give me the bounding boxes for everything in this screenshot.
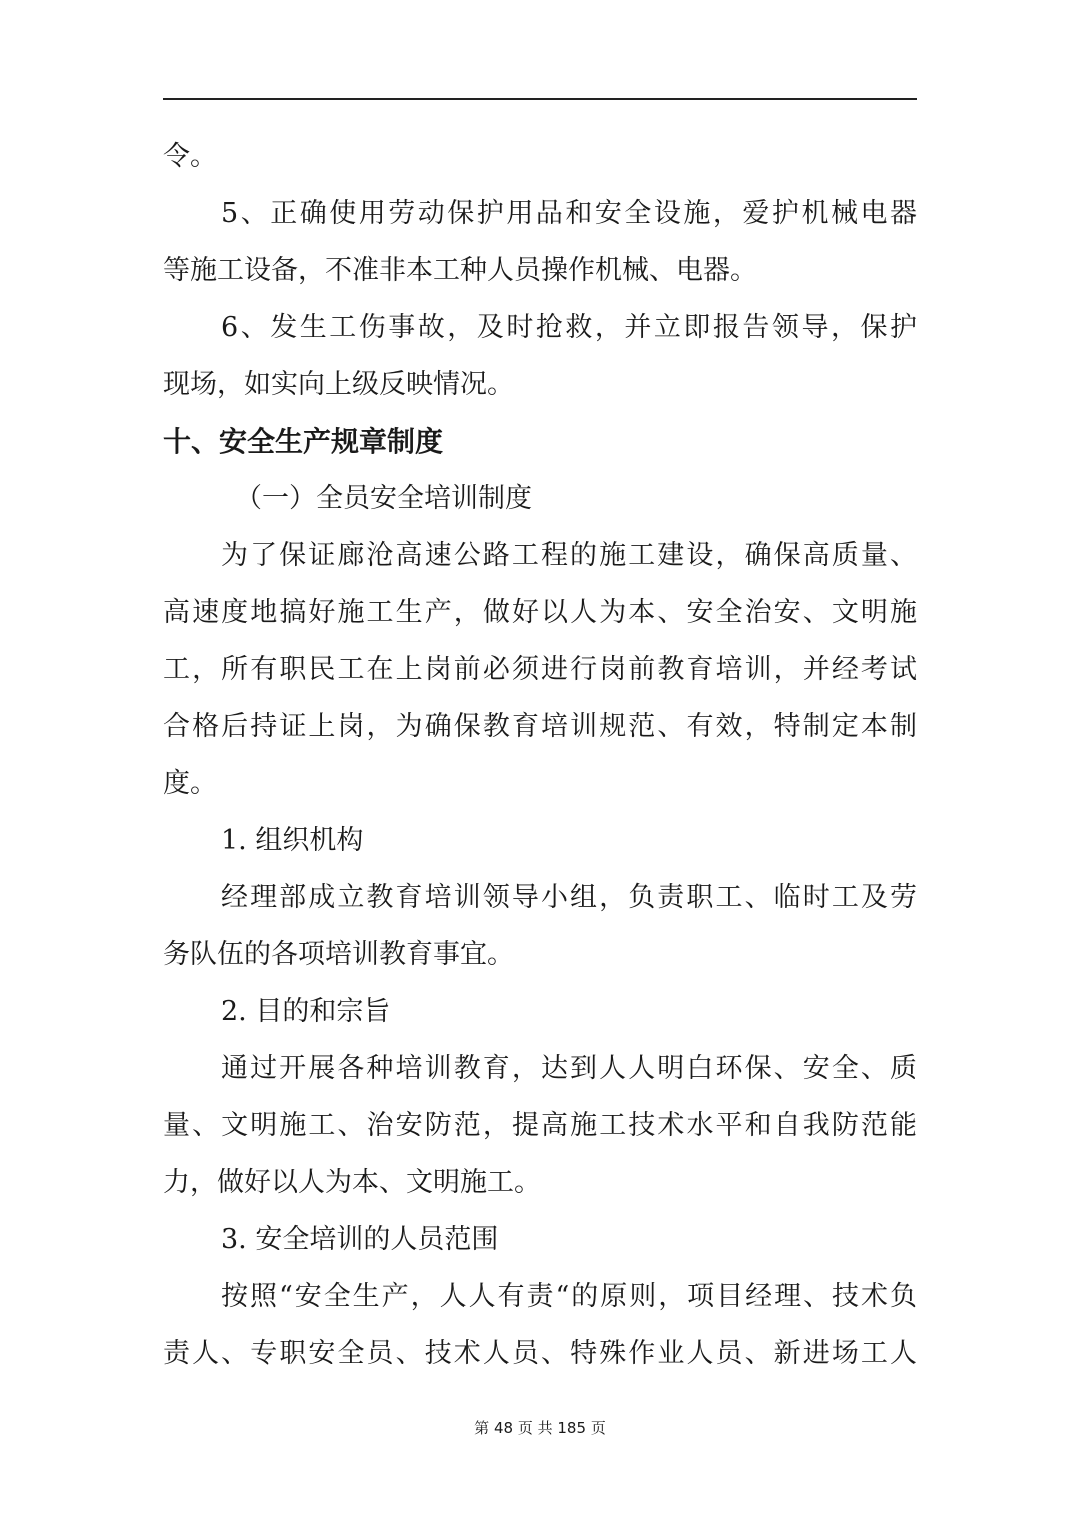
paragraph-line: 度。 bbox=[163, 768, 217, 799]
page-footer bbox=[0, 1417, 1080, 1439]
paragraph-line: 6、发生工伤事故，及时抢救，并立即报告领导，保护 bbox=[221, 312, 917, 343]
paragraph-line: 工，所有职民工在上岗前必须进行岗前教育培训，并经考试 bbox=[163, 654, 917, 685]
paragraph-line: 力，做好以人为本、文明施工。 bbox=[163, 1167, 541, 1198]
subsection-heading: （一）全员安全培训制度 bbox=[235, 483, 532, 514]
paragraph-line: 现场，如实向上级反映情况。 bbox=[163, 369, 514, 400]
paragraph-line: 等施工设备，不准非本工种人员操作机械、电器。 bbox=[163, 255, 757, 286]
paragraph-line: 务队伍的各项培训教育事宜。 bbox=[163, 939, 514, 970]
item-heading: 3. 安全培训的人员范围 bbox=[221, 1224, 499, 1255]
footer-mid: 页 共 bbox=[517, 1419, 553, 1437]
paragraph-line: 量、文明施工、治安防范，提高施工技术水平和自我防范能 bbox=[163, 1110, 917, 1141]
item-heading: 1. 组织机构 bbox=[221, 825, 364, 856]
document-body bbox=[163, 128, 917, 1382]
paragraph-line: 令。 bbox=[163, 141, 217, 172]
footer-suffix: 页 bbox=[590, 1419, 606, 1437]
total-pages: 185 bbox=[557, 1419, 587, 1437]
item-heading: 2. 目的和宗旨 bbox=[221, 996, 391, 1027]
paragraph-line: 通过开展各种培训教育，达到人人明白环保、安全、质 bbox=[221, 1053, 917, 1084]
paragraph-line: 经理部成立教育培训领导小组，负责职工、临时工及劳 bbox=[221, 882, 917, 913]
header-rule bbox=[163, 98, 917, 100]
paragraph-line: 按照“安全生产，人人有责“的原则，项目经理、技术负 bbox=[221, 1281, 917, 1312]
page-number: 48 bbox=[493, 1419, 514, 1437]
paragraph-line: 合格后持证上岗，为确保教育培训规范、有效，特制定本制 bbox=[163, 711, 917, 742]
footer-prefix: 第 bbox=[474, 1419, 490, 1437]
section-heading: 十、安全生产规章制度 bbox=[163, 425, 444, 458]
paragraph-line: 责人、专职安全员、技术人员、特殊作业人员、新进场工人 bbox=[163, 1338, 917, 1369]
paragraph-line: 高速度地搞好施工生产，做好以人为本、安全治安、文明施 bbox=[163, 597, 917, 628]
paragraph-line: 5、正确使用劳动保护用品和安全设施，爱护机械电器 bbox=[221, 198, 917, 229]
paragraph-line: 为了保证廊沧高速公路工程的施工建设，确保高质量、 bbox=[221, 540, 917, 571]
